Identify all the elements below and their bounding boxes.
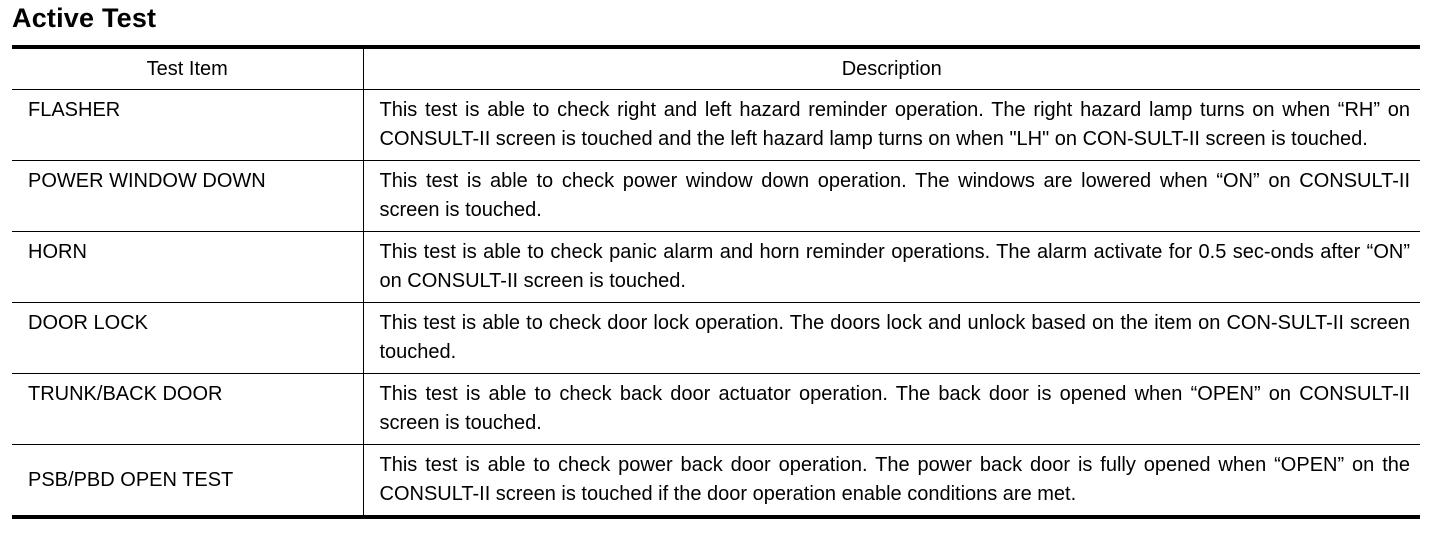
test-item-cell: HORN xyxy=(12,232,363,303)
table-row xyxy=(12,232,1420,303)
description-cell: This test is able to check power window down operation. The windows are lowered when “ON” on CONSULT-II screen is touched. xyxy=(363,161,1420,232)
column-header-test-item: Test Item xyxy=(12,47,363,90)
description-cell: This test is able to check power back door operation. The power back door is fully opened when “OPEN” on the CONSULT-II screen is touched if the door operation enable conditions are met. xyxy=(379,454,1410,505)
table-header-row xyxy=(12,47,1420,90)
test-item-cell: DOOR LOCK xyxy=(12,303,363,374)
test-item-cell: TRUNK/BACK DOOR xyxy=(12,374,363,445)
description-cell: This test is able to check door lock operation. The doors lock and unlock based on the item on CON-SULT-II screen touched. xyxy=(363,303,1420,374)
description-cell: This test is able to check panic alarm and horn reminder operations. The alarm activate for 0.5 sec-onds after “ON” on CONSULT-II screen is touched. xyxy=(363,232,1420,303)
test-item-cell: POWER WINDOW DOWN xyxy=(12,161,363,232)
description-cell: This test is able to check back door actuator operation. The back door is opened when “OPEN” on CONSULT-II screen is touched. xyxy=(363,374,1420,445)
description-cell: This test is able to check right and left hazard reminder operation. The right hazard lamp turns on when “RH” on CONSULT-II screen is touched and the left hazard lamp turns on when "LH" on CON-SULT-II screen is touched. xyxy=(363,90,1420,161)
table-row xyxy=(12,303,1420,374)
table-row xyxy=(12,161,1420,232)
page-title: Active Test xyxy=(12,3,157,33)
test-item-cell: FLASHER xyxy=(12,90,363,161)
column-header-description: Description xyxy=(363,47,1420,90)
active-test-table xyxy=(12,45,1420,519)
test-item-cell: PSB/PBD OPEN TEST xyxy=(12,445,363,518)
table-row xyxy=(12,374,1420,445)
table-row xyxy=(12,445,1420,518)
table-row xyxy=(12,90,1420,161)
